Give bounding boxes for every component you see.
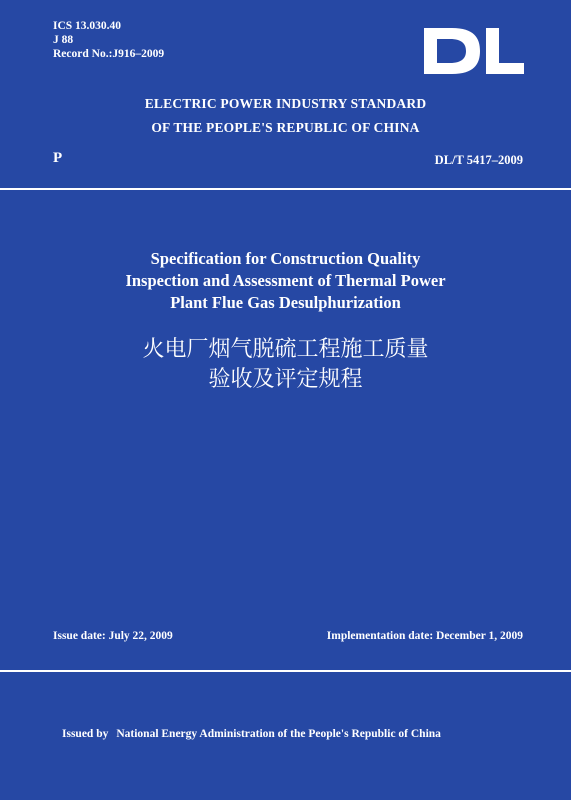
issued-by-label: Issued by — [62, 728, 109, 740]
chinese-title-line-1: 火电厂烟气脱硫工程施工质量 — [142, 337, 429, 362]
standard-number: DL/T 5417–2009 — [434, 153, 523, 167]
issuer-name: National Energy Administration of the People's Republic of China — [116, 728, 441, 740]
english-title-line-2: Inspection and Assessment of Thermal Power — [125, 271, 446, 290]
issue-date: Issue date: July 22, 2009 — [53, 630, 173, 642]
ccs-code: J 88 — [53, 34, 74, 46]
classification-block — [53, 19, 164, 61]
chinese-title-line-2: 验收及评定规程 — [208, 367, 363, 392]
dl-logo-mark — [424, 28, 524, 74]
record-number: Record No.:J916–2009 — [53, 48, 165, 60]
issuer-line — [62, 728, 441, 740]
organization-line-1: ELECTRIC POWER INDUSTRY STANDARD — [144, 96, 427, 111]
dl-logo — [424, 28, 524, 74]
top-divider — [0, 188, 571, 190]
implementation-date: Implementation date: December 1, 2009 — [326, 630, 523, 642]
category-code: P — [53, 150, 63, 166]
organization-line-2: OF THE PEOPLE'S REPUBLIC OF CHINA — [151, 120, 420, 135]
english-title-line-1: Specification for Construction Quality — [150, 249, 421, 268]
bottom-divider — [0, 670, 571, 672]
ics-code: ICS 13.030.40 — [53, 20, 122, 32]
english-title-line-3: Plant Flue Gas Desulphurization — [170, 293, 401, 312]
